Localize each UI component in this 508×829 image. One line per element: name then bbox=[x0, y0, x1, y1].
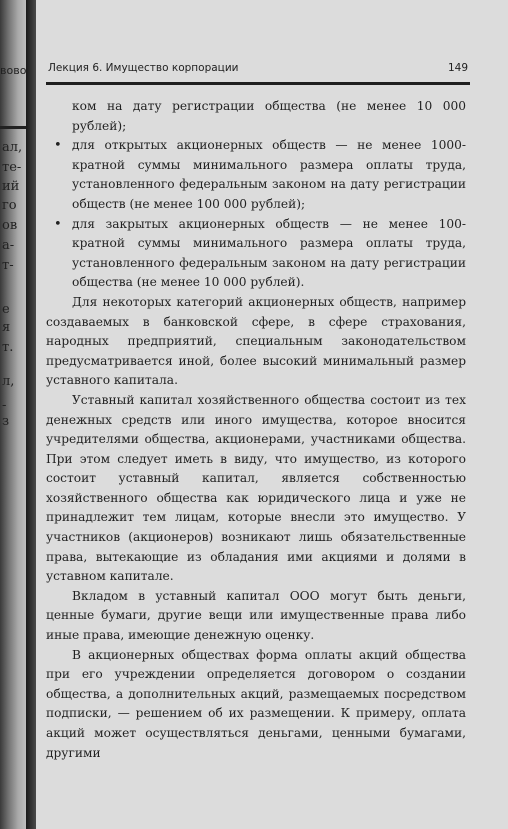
left-page-rule bbox=[0, 126, 26, 129]
bullet-item bbox=[46, 215, 466, 293]
left-page-edge bbox=[0, 48, 26, 829]
left-line-fragment: ал, bbox=[2, 140, 23, 155]
bullet-icon: • bbox=[54, 138, 62, 154]
left-line-fragment: е bbox=[2, 302, 10, 317]
left-line-fragment: - bbox=[2, 398, 7, 413]
paragraph: Для некоторых категорий акционерных обществ, например создаваемых в банковской сфере, в сфере страхования, народных предприятий, специальным законодательством предусматривается иной, более высокий минимальный размер уставного капитала. bbox=[46, 294, 466, 388]
page-number: 149 bbox=[447, 62, 468, 74]
page-body bbox=[46, 97, 466, 763]
book-page bbox=[36, 0, 508, 829]
book-gutter bbox=[26, 0, 36, 829]
left-line-fragment: я bbox=[2, 320, 11, 335]
bullet-icon: • bbox=[54, 216, 62, 232]
bullet-item bbox=[46, 136, 466, 214]
left-page-header-fragment: вово bbox=[0, 64, 26, 77]
running-title: Лекция 6. Имущество корпорации bbox=[48, 62, 239, 74]
left-line-fragment: а- bbox=[2, 238, 15, 253]
left-line-fragment: го bbox=[2, 198, 17, 213]
header-rule bbox=[46, 82, 470, 85]
left-line-fragment: л, bbox=[2, 374, 15, 389]
left-line-fragment: т- bbox=[2, 258, 14, 273]
paragraph: Уставный капитал хозяйственного общества состоит из тех денежных средств или иного имущества, которое вносится учредителями общества, акционерами, участниками общества. При этом следует иметь в виду, что имущество, из которого состоит уставный капитал, является собственностью хозяйственного общества как юридического лица и уже не принадлежит тем лицам, которые внесли это имущество. У участников (акционеров) возникают лишь обязательственные права, вытекающие из обладания ими акциями и долями в уставном капитале. bbox=[46, 392, 466, 584]
paragraph-continuation: ком на дату регистрации общества (не менее 10 000 рублей); bbox=[72, 99, 466, 133]
paragraph: Вкладом в уставный капитал ООО могут быть деньги, ценные бумаги, другие вещи или имущественные права либо иные права, имеющие денежную оценку. bbox=[46, 588, 466, 643]
left-line-fragment: те- bbox=[2, 160, 22, 175]
left-line-fragment: т. bbox=[2, 340, 14, 355]
bullet-text: для закрытых акционерных обществ — не менее 100-кратной суммы минимального размера оплаты труда, установленного федеральным законом на дату регистрации общества (не менее 10 000 рублей). bbox=[72, 216, 466, 290]
left-line-fragment: з bbox=[2, 414, 10, 429]
left-line-fragment: ов bbox=[2, 218, 18, 233]
left-line-fragment: ий bbox=[2, 179, 20, 194]
page-header bbox=[48, 62, 468, 80]
paragraph: В акционерных обществах форма оплаты акций общества при его учреждении определяется договором о создании общества, а дополнительных акций, размещаемых посредством подписки, — решением об их размещении. К примеру, оплата акций может осуществляться деньгами, ценными бумагами, другими bbox=[46, 647, 466, 760]
bullet-text: для открытых акционерных обществ — не менее 1000-кратной суммы минимального размера оплаты труда, установленного федеральным законом на дату регистрации обществ (не менее 100 000 рублей); bbox=[72, 138, 466, 211]
